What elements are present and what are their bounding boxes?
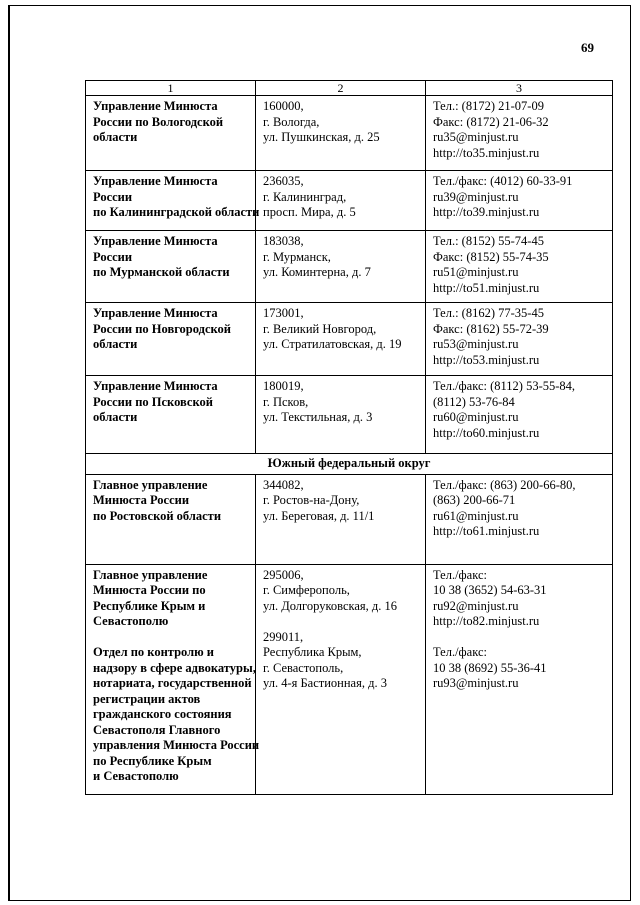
column-header-3: 3	[426, 81, 613, 96]
table-cell	[86, 564, 260, 794]
cell-line: (8112) 53-76-84	[433, 394, 515, 409]
cell-line	[263, 614, 420, 630]
cell-line: ул. Коминтерна, д. 7	[263, 265, 371, 279]
cell-line: http://to61.minjust.ru	[433, 524, 540, 538]
table-header-row	[86, 81, 613, 96]
cell-line: 344082,	[263, 477, 304, 492]
cell-line: Минюста России по	[93, 583, 206, 597]
cell-line: регистрации актов	[93, 691, 201, 706]
cell-line: 180019,	[263, 379, 304, 393]
table-cell	[256, 564, 426, 794]
cell-line: и Севастополю	[93, 769, 179, 783]
cell-line: 299011,	[263, 629, 304, 644]
cell-line: http://to51.minjust.ru	[433, 280, 540, 295]
table-row	[86, 564, 613, 794]
cell-line: 160000,	[263, 99, 304, 113]
table-row	[86, 96, 613, 171]
table-cell	[426, 171, 613, 231]
cell-line	[433, 630, 607, 646]
page-number: 69	[581, 40, 594, 55]
cell-line: России по Вологодской	[93, 114, 224, 129]
cell-line: по Республике Крым	[93, 753, 212, 768]
cell-line: http://to35.minjust.ru	[433, 145, 540, 160]
cell-line: г. Севастополь,	[263, 660, 344, 675]
cell-line: ru53@minjust.ru	[433, 337, 519, 351]
cell-line: г. Вологда,	[263, 114, 320, 129]
table-cell	[426, 96, 613, 171]
cell-line: по Ростовской области	[93, 508, 222, 523]
table-row	[86, 171, 613, 231]
table-cell	[86, 96, 256, 171]
column-header-2: 2	[256, 81, 426, 96]
cell-line: Отдел по контролю и	[93, 645, 214, 659]
cell-line: Республика Крым,	[263, 645, 362, 659]
cell-line: нотариата, государственной	[93, 676, 252, 690]
cell-line: Республике Крым и	[93, 598, 206, 613]
table-cell	[426, 231, 613, 303]
cell-line: России по Новгородской	[93, 321, 232, 336]
cell-line: (863) 200-66-71	[433, 493, 516, 507]
table-body	[86, 96, 613, 795]
cell-line: 10 38 (8692) 55-36-41	[433, 660, 547, 675]
cell-line: России	[93, 249, 133, 264]
cell-line: Тел./факс:	[433, 645, 487, 659]
cell-line: Факс: (8152) 55-74-35	[433, 249, 549, 264]
cell-line: Тел.: (8172) 21-07-09	[433, 99, 544, 113]
cell-line	[93, 630, 250, 646]
cell-line: области	[93, 130, 138, 144]
section-header: Южный федеральный округ	[86, 454, 613, 475]
section-header-row	[86, 454, 613, 475]
cell-line: ru39@minjust.ru	[433, 189, 519, 204]
cell-line: Минюста России	[93, 493, 190, 507]
cell-line: Факс: (8162) 55-72-39	[433, 321, 549, 336]
contacts-table	[85, 80, 613, 795]
cell-line: области	[93, 337, 138, 351]
cell-line: Тел./факс: (863) 200-66-80,	[433, 477, 576, 492]
cell-line: http://to60.minjust.ru	[433, 425, 540, 440]
table-cell	[256, 303, 426, 376]
table-cell	[256, 474, 426, 564]
cell-line: 173001,	[263, 306, 304, 320]
cell-line: ru60@minjust.ru	[433, 410, 519, 424]
table-row	[86, 303, 613, 376]
cell-line: г. Симферополь,	[263, 583, 350, 597]
cell-line: ru35@minjust.ru	[433, 130, 519, 144]
table-row	[86, 474, 613, 564]
table-cell	[86, 474, 256, 564]
cell-line: ru92@minjust.ru	[433, 598, 519, 613]
table-cell	[426, 564, 613, 794]
cell-line: http://to39.minjust.ru	[433, 205, 540, 219]
cell-line: Управление Минюста	[93, 99, 218, 113]
cell-line: г. Великий Новгород,	[263, 321, 377, 336]
cell-line: Управление Минюста	[93, 234, 218, 248]
table-cell	[256, 231, 426, 303]
cell-line: ru93@minjust.ru	[433, 676, 519, 690]
table-row	[86, 376, 613, 454]
column-header-1: 1	[86, 81, 256, 96]
cell-line: Севастополя Главного	[93, 722, 221, 737]
cell-line: Факс: (8172) 21-06-32	[433, 114, 549, 129]
table-cell	[86, 171, 260, 231]
cell-line: http://to82.minjust.ru	[433, 614, 540, 628]
cell-line: ул. Текстильная, д. 3	[263, 410, 373, 424]
cell-line: Тел./факс:	[433, 567, 487, 582]
cell-line: ул. Пушкинская, д. 25	[263, 130, 380, 144]
cell-line: Главное управление	[93, 567, 208, 582]
cell-line: ул. Стратилатовская, д. 19	[263, 337, 402, 351]
cell-line: просп. Мира, д. 5	[263, 205, 356, 219]
cell-line: России	[93, 189, 133, 204]
cell-line: г. Псков,	[263, 394, 309, 409]
cell-line: надзору в сфере адвокатуры,	[93, 660, 256, 675]
cell-line: г. Калининград,	[263, 189, 347, 204]
cell-line: ru51@minjust.ru	[433, 265, 519, 279]
cell-line: Тел./факс: (8112) 53-55-84,	[433, 379, 576, 393]
cell-line: 295006,	[263, 567, 304, 582]
cell-line: ru61@minjust.ru	[433, 508, 519, 523]
cell-line: ул. Долгоруковская, д. 16	[263, 598, 398, 613]
cell-line: Тел.: (8162) 77-35-45	[433, 306, 544, 320]
table-row	[86, 231, 613, 303]
cell-line: России по Псковской	[93, 394, 213, 409]
cell-line: г. Ростов-на-Дону,	[263, 493, 360, 507]
table-cell	[426, 376, 613, 454]
table-cell	[256, 96, 426, 171]
cell-line: области	[93, 410, 138, 424]
cell-line: 10 38 (3652) 54-63-31	[433, 583, 547, 597]
cell-line: Севастополю	[93, 614, 169, 628]
cell-line: г. Мурманск,	[263, 249, 331, 264]
cell-line: 183038,	[263, 234, 304, 248]
cell-line: Главное управление	[93, 477, 208, 492]
cell-line: по Калининградской области	[93, 205, 260, 219]
cell-line: Тел./факс: (4012) 60-33-91	[433, 174, 573, 188]
table-cell	[426, 474, 613, 564]
table-cell	[256, 376, 426, 454]
cell-line: http://to53.minjust.ru	[433, 352, 540, 367]
cell-line: ул. Береговая, д. 11/1	[263, 508, 375, 523]
cell-line: ул. 4-я Бастионная, д. 3	[263, 676, 387, 690]
table-cell	[86, 231, 256, 303]
table-cell	[86, 376, 256, 454]
cell-line: 236035,	[263, 174, 304, 188]
cell-line: по Мурманской области	[93, 265, 230, 279]
table-cell	[86, 303, 256, 376]
table-cell	[256, 171, 426, 231]
table-cell	[426, 303, 613, 376]
cell-line: Управление Минюста	[93, 379, 218, 393]
cell-line: Тел.: (8152) 55-74-45	[433, 234, 544, 248]
cell-line: Управление Минюста	[93, 306, 218, 320]
cell-line: Управление Минюста	[93, 174, 218, 188]
cell-line: гражданского состояния	[93, 707, 232, 721]
cell-line: управления Минюста России	[93, 738, 260, 752]
